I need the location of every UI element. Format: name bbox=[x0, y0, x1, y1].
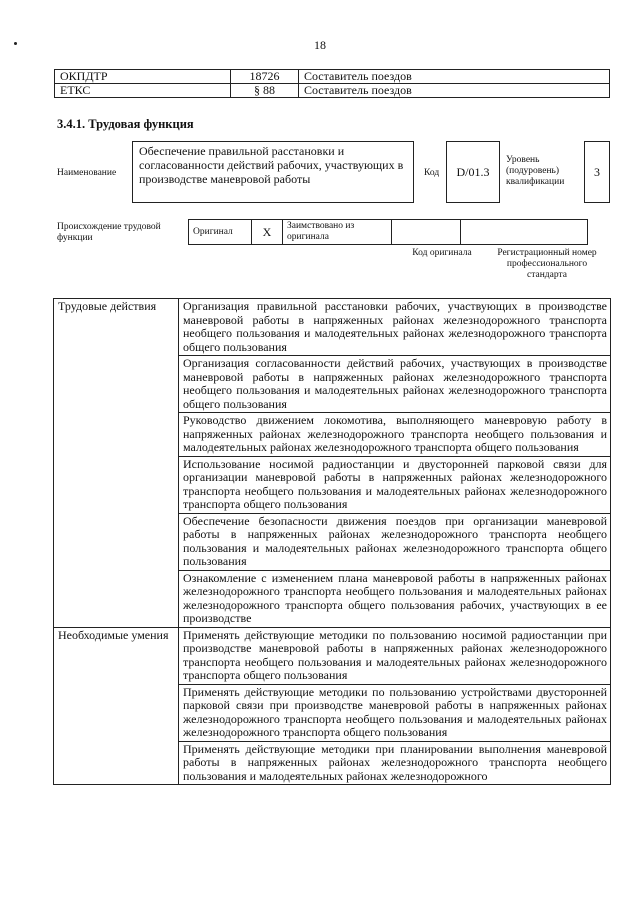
codes-table bbox=[54, 69, 610, 98]
code-name-cell: Составитель поездов bbox=[299, 70, 610, 84]
section-title: 3.4.1. Трудовая функция bbox=[57, 117, 194, 131]
borrowed-label: Заимствовано из оригинала bbox=[283, 220, 392, 245]
codes-row bbox=[55, 84, 610, 98]
action-item: Организация правильной расстановки рабочих, участвующих в производстве маневровой работы в напряженных районах железнодорожного транспорта необщего пользования и малодеятельных районах железнодорожного транспорта общего пользования bbox=[179, 299, 611, 356]
code-label: Код bbox=[424, 168, 440, 178]
reg-number-cell bbox=[461, 220, 588, 245]
codes-row bbox=[55, 70, 610, 84]
name-label: Наименование bbox=[57, 168, 117, 178]
skills-header: Необходимые умения bbox=[54, 627, 179, 785]
action-item: Организация согласованности действий рабочих, участвующих в производстве маневровой работы в напряженных районах железнодорожного транспорта необщего пользования и малодеятельных районах железнодорожного транспорта общего пользования bbox=[179, 356, 611, 413]
level-label: Уровень (подуровень) квалификации bbox=[506, 155, 565, 187]
function-code: D/01.3 bbox=[446, 141, 500, 203]
original-code-cell bbox=[392, 220, 461, 245]
origin-label: Происхождение трудовой функции bbox=[57, 222, 161, 243]
code-cell: ОКПДТР bbox=[55, 70, 231, 84]
skill-item: Применять действующие методики при планировании выполнения маневровой работы в напряженных районах железнодорожного транспорта необщего пользования и малодеятельных районах железнодорожного bbox=[179, 741, 611, 785]
function-details-table bbox=[53, 298, 611, 785]
table-row bbox=[54, 627, 611, 684]
origin-table bbox=[188, 219, 588, 245]
reg-number-label: Регистрационный номер профессионального стандарта bbox=[497, 248, 597, 280]
page-number: 18 bbox=[314, 38, 326, 52]
action-item: Использование носимой радиостанции и двусторонней парковой связи для организации маневровой работы в напряженных районах железнодорожного транспорта необщего пользования и малодеятельных районах железнодорожного транспорта общего пользования bbox=[179, 456, 611, 513]
skill-item: Применять действующие методики по пользованию носимой радиостанции при производстве маневровой работы в напряженных районах железнодорожного транспорта необщего пользования и малодеятельных районах железнодорожного транспорта общего пользования bbox=[179, 627, 611, 684]
original-label: Оригинал bbox=[189, 220, 252, 245]
code-value-cell: § 88 bbox=[231, 84, 299, 98]
code-cell: ЕТКС bbox=[55, 84, 231, 98]
original-mark: X bbox=[252, 220, 283, 245]
origin-row bbox=[189, 220, 588, 245]
table-row bbox=[54, 299, 611, 356]
action-item: Обеспечение безопасности движения поездов при организации маневровой работы в напряженных районах железнодорожного транспорта необщего пользования и малодеятельных районах железнодорожного транспорта общего пользования bbox=[179, 513, 611, 570]
code-value-cell: 18726 bbox=[231, 70, 299, 84]
skill-item: Применять действующие методики по пользованию устройствами двусторонней парковой связи при производстве маневровой работы в напряженных районах железнодорожного транспорта необщего пользования и малодеятельных районах железнодорожного транспорта общего пользования bbox=[179, 684, 611, 741]
action-item: Ознакомление с изменением плана маневровой работы в напряженных районах железнодорожного транспорта необщего пользования и малодеятельных районах железнодорожного транспорта общего пользования рабочих, участвующих в ее производстве bbox=[179, 570, 611, 627]
action-item: Руководство движением локомотива, выполняющего маневровую работу в напряженных районах железнодорожного транспорта необщего пользования и малодеятельных районах железнодорожного транспорта общего пользования bbox=[179, 413, 611, 457]
function-name: Обеспечение правильной расстановки и согласованности действий рабочих, участвующих в производстве маневровой работы bbox=[132, 141, 414, 203]
actions-header: Трудовые действия bbox=[54, 299, 179, 628]
original-code-label: Код оригинала bbox=[412, 248, 472, 258]
function-level: 3 bbox=[584, 141, 610, 203]
code-name-cell: Составитель поездов bbox=[299, 84, 610, 98]
